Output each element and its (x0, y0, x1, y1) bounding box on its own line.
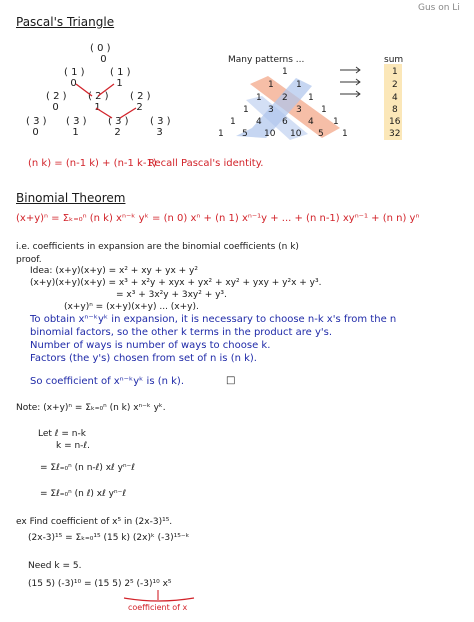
idea-line: (x+y)ⁿ = (x+y)(x+y) ... (x+y). (64, 302, 199, 312)
triangle-cell: 1 (268, 80, 274, 90)
triangle-cell: 1 (282, 67, 288, 77)
triangle-cell: 6 (282, 117, 288, 127)
proof-label: proof. (16, 255, 42, 265)
pascal-title: Pascal's Triangle (16, 15, 115, 29)
triangle-cell: 1 (230, 117, 236, 127)
example-line: (15 5) (-3)¹⁰ = (15 5) 2⁵ (-3)¹⁰ x⁵ (28, 579, 172, 589)
binom-3-0: ( 3 ) 0 (26, 116, 47, 138)
author-signature: Gus on Li (418, 3, 460, 13)
explanation-line: binomial factors, so the other k terms in the product are y's. (30, 327, 333, 338)
so-coefficient: So coefficient of xⁿ⁻ᵏyᵏ is (n k). (30, 376, 185, 387)
triangle-cell: 1 (218, 129, 224, 139)
binom-0-0: ( 0 ) 0 (90, 43, 111, 65)
pascal-identity-note: Recall Pascal's identity. (148, 158, 264, 169)
sum-value: 1 (392, 67, 398, 77)
note-line: = Σℓ₌₀ⁿ (n n-ℓ) xℓ yⁿ⁻ℓ (40, 463, 136, 473)
example-line: Need k = 5. (28, 561, 82, 571)
triangle-cell: 10 (264, 129, 276, 139)
triangle-cell: 1 (243, 105, 249, 115)
idea-line: (x+y)(x+y)(x+y) = x³ + x²y + xyx + yx² + xy² + yxy + y²x + y³. (30, 278, 322, 288)
triangle-cell: 1 (321, 105, 327, 115)
triangle-cell: 4 (308, 117, 314, 127)
triangle-cell: 10 (290, 129, 302, 139)
note-line: Let ℓ = n-k (38, 429, 86, 439)
pascal-identity: (n k) = (n-1 k) + (n-1 k-1) (28, 158, 157, 169)
coefficient-label: coefficient of x (128, 603, 188, 612)
explanation-line: Factors (the y's) chosen from set of n is (n k). (30, 353, 257, 364)
explanation-line: Number of ways is number of ways to choose k. (30, 340, 271, 351)
triangle-cell: 3 (268, 105, 274, 115)
many-patterns-label: Many patterns ... (228, 55, 305, 65)
sum-label: sum (384, 55, 404, 65)
ie-line: i.e. coefficients in expansion are the binomial coefficients (n k) (16, 242, 299, 252)
binom-3-3: ( 3 ) 3 (150, 116, 171, 138)
triangle-cell: 4 (256, 117, 262, 127)
triangle-cell: 3 (296, 105, 302, 115)
idea-line: Idea: (x+y)(x+y) = x² + xy + yx + y² (30, 266, 198, 276)
example-line: ex Find coefficient of x⁵ in (2x-3)¹⁵. (16, 517, 173, 527)
sum-value: 16 (389, 117, 401, 127)
binom-1-1: ( 1 ) 1 (110, 67, 131, 89)
triangle-cell: 1 (333, 117, 339, 127)
binom-3-1: ( 3 ) 1 (66, 116, 87, 138)
sum-value: 2 (392, 80, 398, 90)
note-line: = Σℓ₌₀ⁿ (n ℓ) xℓ yⁿ⁻ℓ (40, 489, 127, 499)
binom-2-2: ( 2 ) 2 (130, 91, 151, 113)
triangle-cell: 5 (318, 129, 324, 139)
coef-brace (124, 598, 194, 601)
note-line: k = n-ℓ. (56, 441, 91, 451)
triangle-cell: 2 (282, 93, 288, 103)
explanation-line: To obtain xⁿ⁻ᵏyᵏ in expansion, it is necessary to choose n-k x's from the n (30, 314, 397, 325)
sum-value: 8 (392, 105, 398, 115)
binomial-theorem: (x+y)ⁿ = Σₖ₌₀ⁿ (n k) xⁿ⁻ᵏ yᵏ = (n 0) xⁿ + (n 1) xⁿ⁻¹y + ... + (n n-1) xyⁿ⁻¹ + (n n) yⁿ (16, 213, 420, 224)
note-line: Note: (x+y)ⁿ = Σₖ₌₀ⁿ (n k) xⁿ⁻ᵏ yᵏ. (16, 403, 166, 413)
example-line: (2x-3)¹⁵ = Σₖ₌₀¹⁵ (15 k) (2x)ᵏ (-3)¹⁵⁻ᵏ (28, 533, 190, 543)
binom-3-2: ( 3 ) 2 (108, 116, 129, 138)
qed-symbol: □ (226, 375, 236, 386)
triangle-cell: 5 (242, 129, 248, 139)
sum-arrows (340, 67, 360, 97)
sum-value: 4 (392, 93, 398, 103)
binomial-title: Binomial Theorem (16, 191, 126, 205)
triangle-cell: 1 (296, 80, 302, 90)
binom-2-1: ( 2 ) 1 (88, 91, 109, 113)
triangle-cell: 1 (308, 93, 314, 103)
binom-2-0: ( 2 ) 0 (46, 91, 67, 113)
sum-value: 32 (389, 129, 401, 139)
identity-arrows (76, 84, 136, 118)
binom-1-0: ( 1 ) 0 (64, 67, 85, 89)
idea-line: = x³ + 3x²y + 3xy² + y³. (116, 290, 227, 300)
triangle-cell: 1 (256, 93, 262, 103)
triangle-cell: 1 (342, 129, 348, 139)
